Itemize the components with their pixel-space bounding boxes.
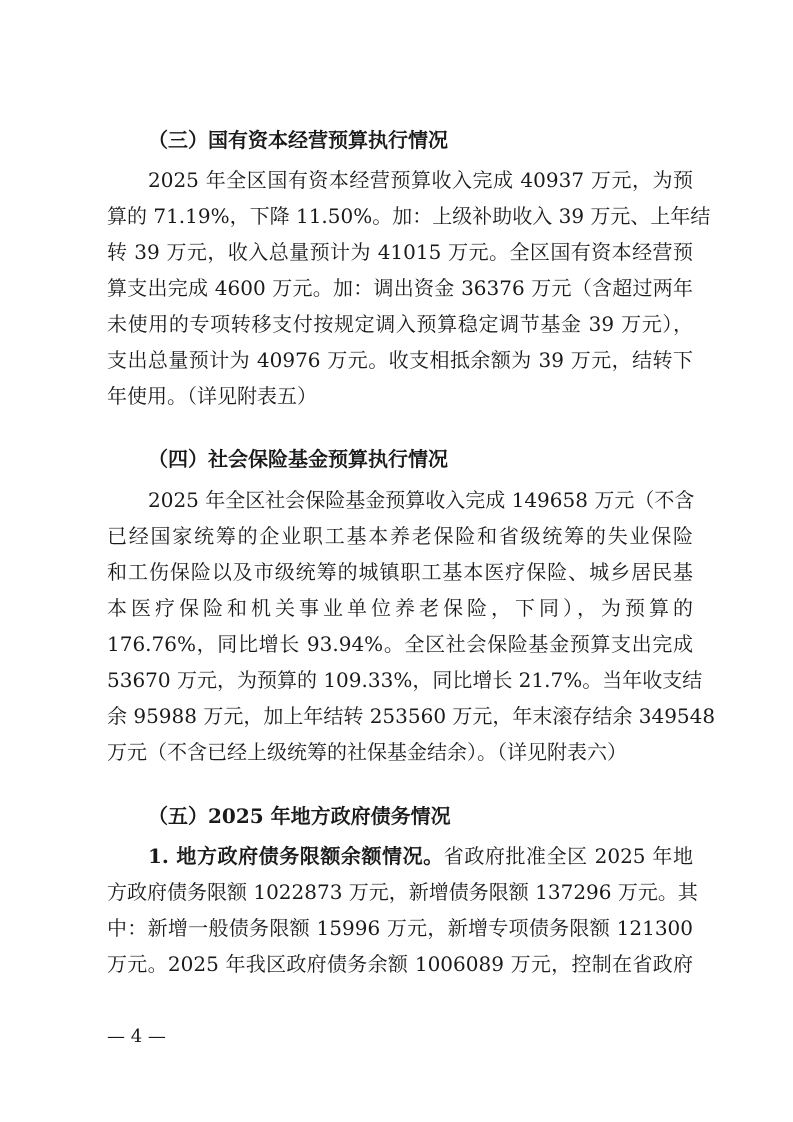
subsection-title-debt-limit: 1. 地方政府债务限额余额情况。 [148, 844, 444, 868]
paragraph-line: 2025 年全区社会保险基金预算收入完成 149658 万元（不含 [148, 488, 695, 512]
paragraph-line: 年使用。（详见附表五） [107, 384, 317, 408]
section-heading-social-insurance: （四）社会保险基金预算执行情况 [148, 447, 448, 471]
paragraph-line: 万元。2025 年我区政府债务余额 1006089 万元，控制在省政府 [107, 952, 693, 976]
paragraph-line: 和工伤保险以及市级统筹的城镇职工基本医疗保险、城乡居民基 [107, 560, 693, 584]
section-heading-state-capital: （三）国有资本经营预算执行情况 [148, 128, 448, 152]
paragraph-line: 中：新增一般债务限额 15996 万元，新增专项债务限额 121300 [107, 916, 693, 940]
paragraph-line: 支出总量预计为 40976 万元。收支相抵余额为 39 万元，结转下 [107, 348, 693, 372]
paragraph-line: 本医疗保险和机关事业单位养老保险，下同），为预算的 [107, 596, 693, 620]
paragraph-line: 2025 年全区国有资本经营预算收入完成 40937 万元，为预 [148, 168, 693, 192]
subsection-text: 省政府批准全区 2025 年地 [443, 844, 694, 868]
paragraph-line: 算支出完成 4600 万元。加：调出资金 36376 万元（含超过两年 [107, 276, 693, 300]
paragraph-line: 算的 71.19%，下降 11.50%。加：上级补助收入 39 万元、上年结 [107, 204, 711, 228]
paragraph-line: 已经国家统筹的企业职工基本养老保险和省级统筹的失业保险 [107, 524, 693, 548]
section-heading-local-debt: （五）2025 年地方政府债务情况 [148, 804, 451, 828]
paragraph-line: 转 39 万元，收入总量预计为 41015 万元。全区国有资本经营预 [107, 240, 693, 264]
paragraph-line: 方政府债务限额 1022873 万元，新增债务限额 137296 万元。其 [107, 880, 698, 904]
page-number: — 4 — [107, 1026, 166, 1047]
paragraph-line: 万元（不含已经上级统筹的社保基金结余）。（详见附表六） [107, 740, 627, 764]
paragraph-line: 余 95988 万元，加上年结转 253560 万元，年末滚存结余 349548 [107, 704, 716, 728]
paragraph-line: 176.76%，同比增长 93.94%。全区社会保险基金预算支出完成 [107, 632, 693, 656]
paragraph-line [148, 838, 693, 874]
paragraph-line: 未使用的专项转移支付按规定调入预算稳定调节基金 39 万元）， [107, 312, 693, 336]
paragraph-line: 53670 万元，为预算的 109.33%，同比增长 21.7%。当年收支结 [107, 668, 703, 692]
